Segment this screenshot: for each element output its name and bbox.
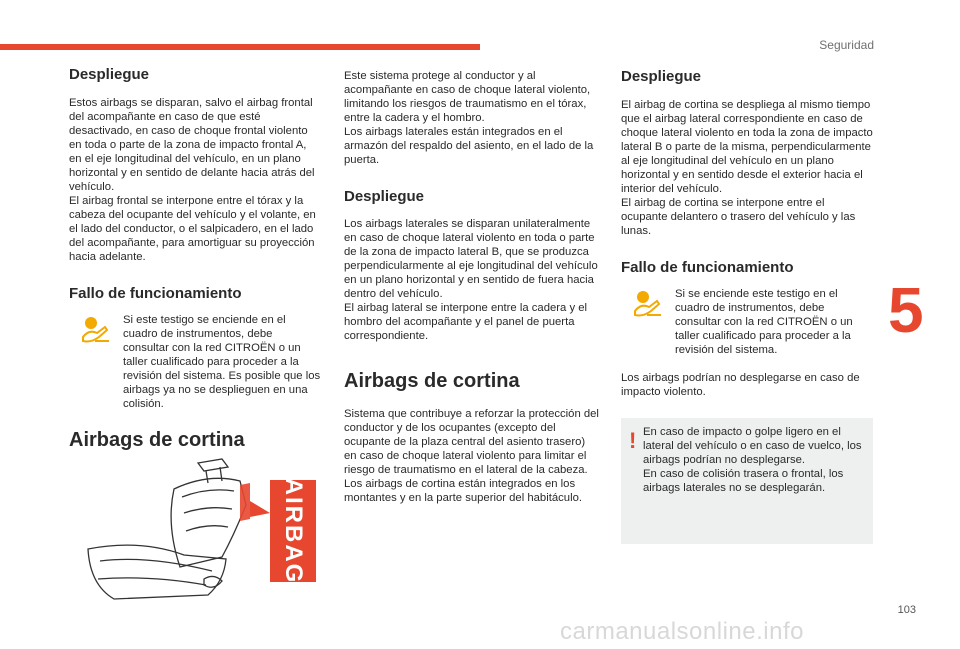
- paragraph: Los airbags laterales se disparan unilateralmente en caso de choque lateral violento en toda o parte de la zona de impacto lateral B, que se produzca perpendicularmente al eje longitudinal del vehículo en un plano horizontal y en sentido de fuera hacia dentro del vehículo.: [344, 218, 598, 300]
- airbag-label-tag: [270, 477, 316, 585]
- paragraph: El airbag lateral se interpone entre la cadera y el hombro del acompañante y el panel de puerta correspondiente.: [344, 302, 588, 342]
- heading-airbags-cortina: Airbags de cortina: [69, 429, 245, 451]
- paragraph: Los airbags laterales están integrados en el armazón del respaldo del asiento, en el lado de la puerta.: [344, 126, 594, 166]
- header-accent-bar: [0, 44, 480, 50]
- heading-fallo-funcionamiento: Fallo de funcionamiento: [69, 285, 242, 302]
- paragraph: Sistema que contribuye a reforzar la protección del conductor y de los ocupantes (excepto del ocupante de la plaza central del asiento trasero) en caso de choque lateral violento para limitar el riesgo de traumatismo en el lateral de la cabeza.: [344, 408, 599, 476]
- airbag-warning-light-icon: [631, 289, 665, 319]
- warning-block: [621, 287, 873, 357]
- note-box: [621, 418, 873, 544]
- exclamation-icon: !: [629, 428, 637, 453]
- paragraph: El airbag de cortina se despliega al mismo tiempo que el airbag lateral correspondiente en caso de choque lateral violento en toda la zona de impacto lateral B o parte de la misma, perpendicularmente al eje longitudinal del vehículo en un plano horizontal y en sentido desde el exterior hacia el interior del vehículo.: [621, 99, 873, 195]
- column-3: [621, 68, 873, 399]
- heading-despliegue-lateral: Despliegue: [344, 188, 425, 205]
- column-2: [344, 69, 600, 505]
- airbag-label-text: AIRBAG: [280, 477, 307, 585]
- paragraph: Este sistema protege al conductor y al acompañante en caso de choque lateral violento, limitando los riesgos de traumatismo en el tórax, entre la cadera y el hombro.: [344, 70, 591, 124]
- column-1: [69, 66, 321, 452]
- note-text: En caso de impacto o golpe ligero en el lateral del vehículo o en caso de vuelco, los airbags podrían no desplegarse.: [643, 426, 862, 466]
- paragraph: Estos airbags se disparan, salvo el airbag frontal del acompañante en caso de que esté desactivado, en caso de choque frontal violento en toda o parte de la zona de impacto frontal A, en el eje longitudinal del vehículo, en un plano horizontal y en sentido de delante hacia atrás del vehículo.: [69, 97, 315, 193]
- paragraph: Los airbags de cortina están integrados en los montantes y en la parte superior del habitáculo.: [344, 478, 583, 504]
- airbag-warning-light-icon: [79, 315, 113, 345]
- paragraph: Los airbags podrían no desplegarse en caso de impacto violento.: [621, 372, 860, 398]
- heading-despliegue-cortina: Despliegue: [621, 68, 702, 85]
- section-title: Seguridad: [819, 38, 874, 52]
- warning-text: Si este testigo se enciende en el cuadro de instrumentos, debe consultar con la red CITROËN o un taller cualificado para proceder a la revisión del sistema. Es posible que los airbags ya no se desplieguen en una colisión.: [123, 314, 321, 410]
- heading-airbags-cortina: Airbags de cortina: [344, 370, 520, 392]
- page-number: 103: [897, 604, 916, 616]
- heading-despliegue-frontal: Despliegue: [69, 66, 150, 83]
- warning-text: Si se enciende este testigo en el cuadro de instrumentos, debe consultar con la red CITROËN o un taller cualificado para proceder a la revisión del sistema.: [675, 288, 853, 356]
- watermark: carmanualsonline.info: [560, 618, 804, 645]
- chapter-number: 5: [888, 274, 924, 346]
- paragraph: El airbag frontal se interpone entre el tórax y la cabeza del ocupante del vehículo y el volante, en el lado del conductor, o el salpicadero, en el lado del acompañante, para amortiguar su proyección hacia adelante.: [69, 195, 316, 263]
- note-text: En caso de colisión trasera o frontal, los airbags laterales no se desplegarán.: [643, 468, 844, 494]
- warning-block: [69, 313, 321, 411]
- heading-fallo-funcionamiento: Fallo de funcionamiento: [621, 259, 794, 276]
- paragraph: El airbag de cortina se interpone entre el ocupante delantero o trasero del vehículo y las lunas.: [621, 197, 856, 237]
